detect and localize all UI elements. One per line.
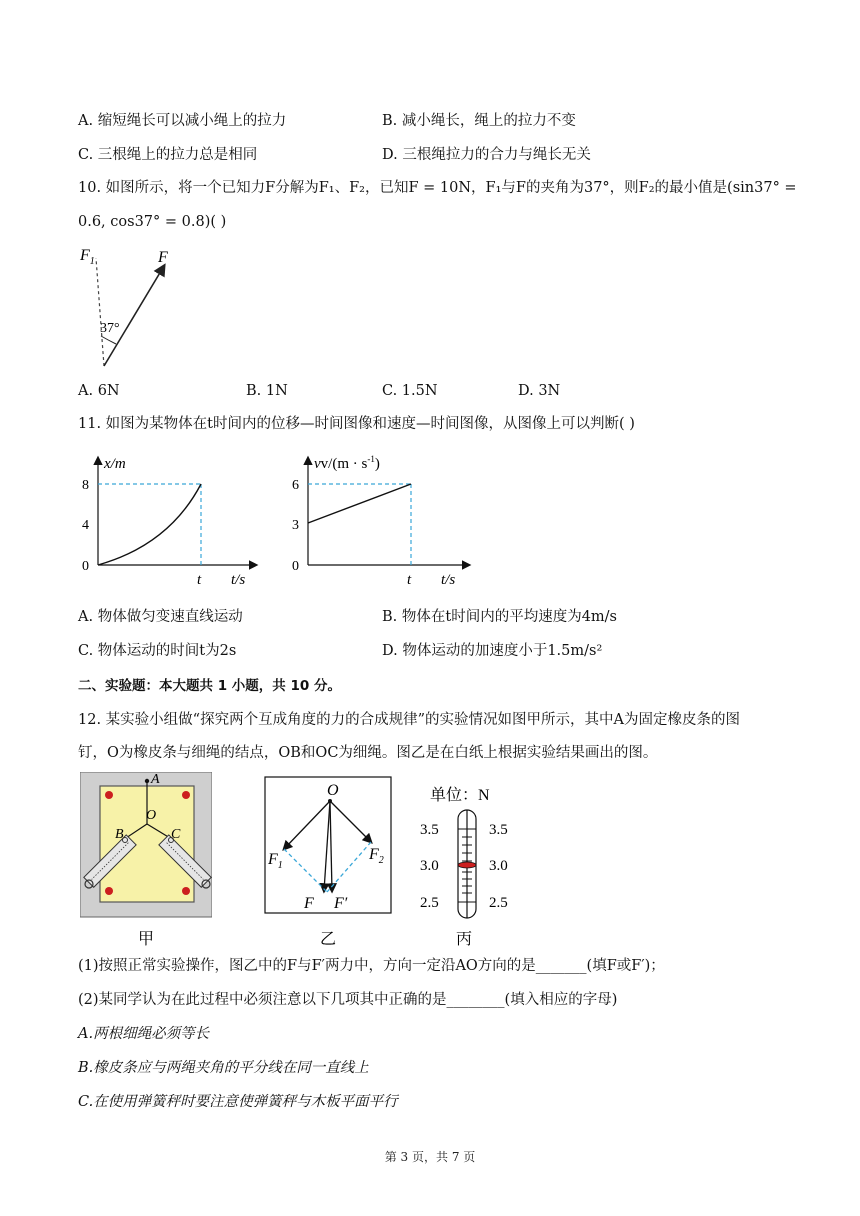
- q9-option-d: D. 三根绳拉力的合力与绳长无关: [382, 147, 591, 163]
- pin-top-left: [105, 791, 113, 799]
- vt-xtick-t: t: [407, 572, 412, 588]
- pin-bottom-right: [182, 887, 190, 895]
- vt-ylabel: $vv/(m \cdot s^{-1})$: [314, 454, 380, 472]
- page-footer: 第 3 页，共 7 页: [384, 1150, 476, 1164]
- fig-jia: [80, 772, 212, 952]
- jia-label-c: C: [171, 827, 181, 842]
- vt-ytick-3: 3: [292, 518, 299, 533]
- bing-tick-left-25: 2.5: [420, 895, 439, 911]
- q10-option-a: A. 6N: [78, 383, 120, 399]
- vt-line: [308, 484, 411, 523]
- yi-label-fprime: F′: [334, 895, 348, 912]
- xt-ylabel: x/m: [104, 456, 126, 472]
- q11-stem: 11. 如图为某物体在t时间内的位移—时间图像和速度—时间图像，从图像上可以判断( ): [78, 416, 635, 432]
- xt-ytick-4: 4: [82, 518, 89, 533]
- q12-stem-line2: 钉，O为橡皮条与细绳的结点，OB和OC为细绳。图乙是在白纸上根据实验结果画出的图。: [78, 745, 658, 761]
- f-arrow: [104, 266, 164, 366]
- yi-caption: 乙: [320, 931, 337, 948]
- bing-tick-right-30: 3.0: [489, 858, 508, 874]
- fig-yi: [264, 776, 392, 952]
- q10-force-figure: [74, 244, 184, 374]
- bing-tick-right-25: 2.5: [489, 895, 508, 911]
- pin-bottom-left: [105, 887, 113, 895]
- q10-stem-line2: 0.6, cos37° = 0.8)( ): [78, 214, 227, 230]
- vt-ytick-0: 0: [292, 559, 299, 574]
- yi-label-f2: $F_2$: [369, 846, 384, 866]
- xt-curve: [98, 484, 201, 565]
- vt-ytick-6: 6: [292, 478, 299, 493]
- bing-tick-left-35: 3.5: [420, 822, 439, 838]
- f1-dashed-line: [96, 258, 104, 366]
- xt-ytick-8: 8: [82, 478, 89, 493]
- yi-label-f: F: [304, 895, 314, 912]
- jia-caption: 甲: [138, 931, 155, 948]
- q9-option-c: C. 三根绳上的拉力总是相同: [78, 147, 258, 163]
- q12-item-c: C.在使用弹簧秤时要注意使弹簧秤与木板平面平行: [78, 1094, 398, 1110]
- q12-item-a: A.两根细绳必须等长: [78, 1026, 210, 1042]
- f-label: F: [158, 249, 168, 266]
- q11-vt-graph: [284, 450, 484, 590]
- fig-bing: [414, 778, 534, 952]
- f1-label: $F_1$: [80, 247, 95, 267]
- xt-xtick-t: t: [197, 572, 202, 588]
- q12-item-b: B.橡皮条应与两绳夹角的平分线在同一直线上: [78, 1060, 369, 1076]
- q10-option-c: C. 1.5N: [382, 383, 438, 399]
- q9-option-a: A. 缩短绳长可以减小绳上的拉力: [78, 113, 287, 129]
- q11-option-c: C. 物体运动的时间t为2s: [78, 643, 237, 659]
- jia-label-o: O: [146, 808, 157, 823]
- yi-label-o: O: [327, 782, 339, 799]
- q10-option-d: D. 3N: [518, 383, 561, 399]
- q11-option-b: B. 物体在t时间内的平均速度为4m/s: [382, 609, 618, 625]
- angle-label: 37°: [100, 321, 120, 336]
- q12-sub2: (2)某同学认为在此过程中必须注意以下几项其中正确的是________(填入相应的字母): [78, 992, 618, 1008]
- q11-xt-graph: [74, 450, 264, 590]
- bing-unit: 单位：N: [430, 787, 490, 804]
- bing-tick-right-35: 3.5: [489, 822, 508, 838]
- q10-stem-line1: 10. 如图所示，将一个已知力F分解为F₁、F₂，已知F = 10N，F₁与F的夹角为37°，则F₂的最小值是(sin37° =: [78, 180, 797, 196]
- q10-option-b: B. 1N: [246, 383, 288, 399]
- q11-option-a: A. 物体做匀变速直线运动: [78, 609, 243, 625]
- bing-pointer: [458, 862, 476, 868]
- pin-top-right: [182, 791, 190, 799]
- bing-tick-left-30: 3.0: [420, 858, 439, 874]
- xt-xlabel: t/s: [231, 572, 246, 588]
- angle-arc: [101, 336, 116, 344]
- jia-label-a: A: [151, 772, 160, 787]
- section2-title: 二、实验题：本大题共 1 小题，共 10 分。: [78, 678, 341, 694]
- q11-option-d: D. 物体运动的加速度小于1.5m/s²: [382, 643, 603, 659]
- jia-label-b: B: [115, 827, 124, 842]
- yi-label-f1: $F_1$: [268, 851, 283, 871]
- q9-option-b: B. 减小绳长，绳上的拉力不变: [382, 113, 576, 129]
- bing-caption: 丙: [456, 931, 473, 948]
- xt-ytick-0: 0: [82, 559, 89, 574]
- q12-stem-line1: 12. 某实验小组做“探究两个互成角度的力的合成规律”的实验情况如图甲所示，其中A为固定橡皮条的图: [78, 712, 740, 728]
- vt-xlabel: t/s: [441, 572, 456, 588]
- q12-sub1: (1)按照正常实验操作，图乙中的F与F′两力中，方向一定沿AO方向的是_______(填F或F′)；: [78, 958, 665, 974]
